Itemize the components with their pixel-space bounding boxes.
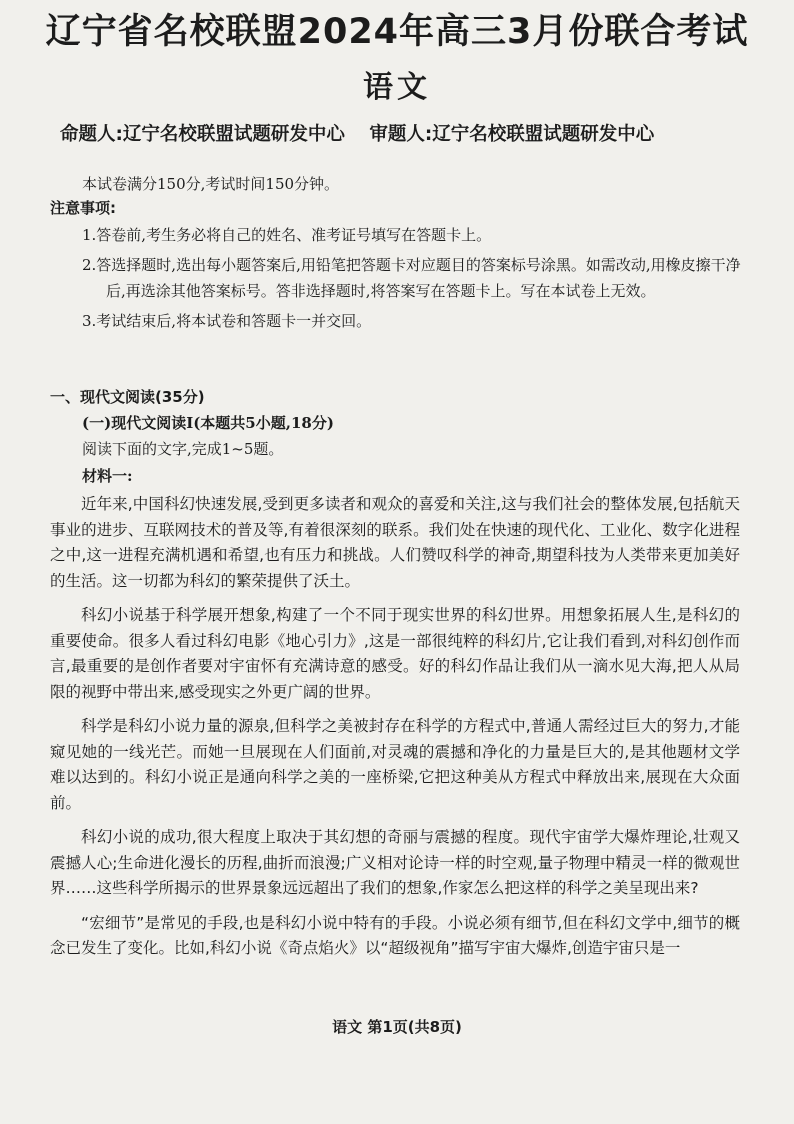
exam-intro: 本试卷满分150分,考试时间150分钟。 [82,175,340,193]
reviewer-label: 审题人:辽宁名校联盟试题研发中心 [369,124,655,145]
setters-line [60,120,774,146]
notice-item: 1.答卷前,考生务必将自己的姓名、准考证号填写在答题卡上。 [82,226,492,244]
exam-title: 辽宁省名校联盟2024年高三3月份联合考试 [45,12,749,52]
setter-label: 命题人:辽宁名校联盟试题研发中心 [60,124,345,145]
passage-paragraph: 近年来,中国科幻快速发展,受到更多读者和观众的喜爱和关注,这与我们社会的整体发展,包括航天事业的进步、互联网技术的普及等,有着很深刻的联系。我们处在快速的现代化、工业化、数字化进程之中,这一进程充满机遇和希望,也有压力和挑战。人们赞叹科学的神奇,期望科技为人类带来更加美好的生活。这一切都为科幻的繁荣提供了沃土。 [50,495,740,590]
passage-paragraph: “宏细节”是常见的手段,也是科幻小说中特有的手段。小说必须有细节,但在科幻文学中,细节的概念已发生了变化。比如,科幻小说《奇点焰火》以“超级视角”描写宇宙大爆炸,创造宇宙只是一 [50,913,740,957]
material-label: 材料一: [82,467,133,485]
passage-paragraph: 科幻小说基于科学展开想象,构建了一个不同于现实世界的科幻世界。用想象拓展人生,是科幻的重要使命。很多人看过科幻电影《地心引力》,这是一部很纯粹的科幻片,它让我们看到,对科幻创作而言,最重要的是创作者要对宇宙怀有充满诗意的感受。好的科幻作品让我们从一滴水见大海,把人从局限的视野中带出来,感受现实之外更广阔的世界。 [50,606,740,701]
page-footer: 语文 第1页(共8页) [332,1018,462,1036]
section-heading: 一、现代文阅读(35分) [50,388,205,406]
notice-item: 3.考试结束后,将本试卷和答题卡一并交回。 [82,312,372,330]
subject-title: 语文 [363,70,431,105]
reading-instruction: 阅读下面的文字,完成1~5题。 [82,440,284,458]
notice-item: 2.答选择题时,选出每小题答案后,用铅笔把答题卡对应题目的答案标号涂黑。如需改动,用橡皮擦干净后,再选涂其他答案标号。答非选择题时,将答案写在答题卡上。写在本试卷上无效。 [82,256,741,300]
notice-list [82,222,744,338]
notice-heading: 注意事项: [50,199,116,217]
passage [50,492,740,971]
subsection-heading: (一)现代文阅读Ⅰ(本题共5小题,18分) [82,414,334,432]
passage-paragraph: 科学是科幻小说力量的源泉,但科学之美被封存在科学的方程式中,普通人需经过巨大的努力,才能窥见她的一线光芒。而她一旦展现在人们面前,对灵魂的震撼和净化的力量是巨大的,是其他题材文学难以达到的。科幻小说正是通向科学之美的一座桥梁,它把这种美从方程式中释放出来,展现在大众面前。 [50,717,740,812]
passage-paragraph: 科幻小说的成功,很大程度上取决于其幻想的奇丽与震撼的程度。现代宇宙学大爆炸理论,壮观又震撼人心;生命进化漫长的历程,曲折而浪漫;广义相对论诗一样的时空观,量子物理中精灵一样的微观世界……这些科学所揭示的世界景象远远超出了我们的想象,作家怎么把这样的科学之美呈现出来? [50,828,740,897]
